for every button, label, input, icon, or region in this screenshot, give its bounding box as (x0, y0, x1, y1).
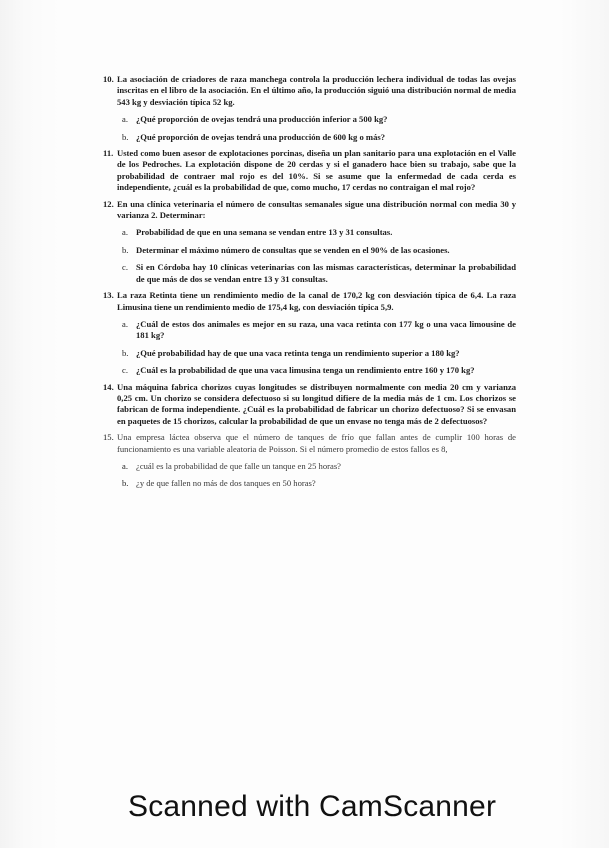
problem-part (117, 478, 516, 489)
problem-part (117, 114, 516, 125)
problem-15 (103, 432, 516, 490)
part-text: ¿y de que fallen no más de dos tanques en 50 horas? (136, 478, 316, 489)
part-label: a. (122, 318, 128, 329)
problem-part (117, 262, 516, 285)
part-text: ¿Qué probabilidad hay de que una vaca retinta tenga un rendimiento superior a 180 kg? (136, 347, 460, 358)
part-label: c. (122, 365, 128, 376)
problem-statement: Usted como buen asesor de explotaciones porcinas, diseña un plan sanitario para una explotación en el Valle de los Pedroches. La explotación dispone de 20 cerdas y si el ganadero hace bien su trabajo, sabe que la probabilidad de contraer mal rojo es del 10%. Si se asume que la enfermedad de cada cerda es independiente, ¿cuál es la probabilidad de que, como mucho, 17 cerdas no contraigan el mal rojo? (117, 148, 516, 193)
problem-statement: Una máquina fabrica chorizos cuyas longitudes se distribuyen normalmente con media 20 cm y varianza 0,25 cm. Un chorizo se considera defectuoso si su longitud difiere de la media más de 1 cm. Los chorizos se fabrican de forma independiente. ¿Cuál es la probabilidad de fabricar un chorizo defectuoso? Si se envasan en paquetes de 15 chorizos, calcular la probabilidad de que un envase no tenga más de 2 defectuosos? (117, 381, 516, 426)
part-text: ¿Qué proporción de ovejas tendrá una producción de 600 kg o más? (136, 131, 386, 142)
problem-number: 13. (103, 290, 114, 301)
part-text: ¿Cuál de estos dos animales es mejor en su raza, una vaca retinta con 177 kg o una vaca limousine de 181 kg? (136, 318, 516, 341)
problem-part (117, 365, 516, 376)
problem-part (117, 348, 516, 359)
problem-statement: Una empresa láctea observa que el número de tanques de frío que fallan antes de cumplir 100 horas de funcionamiento es una variable aleatoria de Poisson. Si el número promedio de estos fallos es 8, (117, 432, 516, 454)
camscanner-watermark: Scanned with CamScanner (128, 790, 497, 823)
problem-11 (103, 148, 516, 194)
problem-number: 11. (103, 148, 114, 159)
part-label: a. (122, 114, 128, 125)
problem-part (117, 319, 516, 342)
problem-part (117, 132, 516, 143)
problem-number: 10. (103, 74, 114, 84)
part-label: b. (122, 244, 129, 255)
problem-part (117, 227, 516, 238)
problem-list (103, 74, 516, 495)
part-text: Si en Córdoba hay 10 clínicas veterinarias con las mismas características, determinar la probabilidad de que más de dos se vendan entre 13 y 31 consultas. (136, 262, 516, 284)
problem-statement: En una clínica veterinaria el número de consultas semanales sigue una distribución normal con media 30 y varianza 2. Determinar: (117, 198, 516, 221)
part-label: b. (122, 347, 129, 358)
problem-13 (103, 290, 516, 376)
problem-number: 14. (103, 381, 114, 392)
part-text: Probabilidad de que en una semana se vendan entre 13 y 31 consultas. (136, 227, 393, 238)
part-label: b. (122, 131, 129, 142)
problem-12 (103, 199, 516, 285)
part-text: ¿Cuál es la probabilidad de que una vaca limusina tenga un rendimiento entre 160 y 170 kg? (136, 365, 475, 376)
part-label: c. (122, 262, 128, 273)
problem-number: 15. (103, 432, 114, 443)
part-text: ¿cuál es la probabilidad de que falle un tanque en 25 horas? (136, 460, 341, 471)
part-text: ¿Qué proporción de ovejas tendrá una producción inferior a 500 kg? (136, 114, 388, 125)
part-label: b. (122, 478, 129, 489)
problem-10 (103, 74, 516, 143)
problem-statement: La asociación de criadores de raza manchega controla la producción lechera individual de todas las ovejas inscritas en el libro de la asociación. En el último año, la producción siguió una distribución normal de media 543 kg y desviación típica 52 kg. (117, 74, 516, 107)
part-label: a. (122, 227, 128, 238)
part-label: a. (122, 460, 128, 471)
part-text: Determinar el máximo número de consultas que se venden en el 90% de las ocasiones. (136, 244, 450, 255)
problem-14 (103, 382, 516, 428)
problem-part (117, 461, 516, 472)
problem-statement: La raza Retinta tiene un rendimiento medio de la canal de 170,2 kg con desviación típica de 6,4. La raza Limusina tiene un rendimiento medio de 175,4 kg, con desviación típica 5,9. (117, 290, 516, 312)
problem-number: 12. (103, 198, 114, 209)
problem-part (117, 245, 516, 256)
